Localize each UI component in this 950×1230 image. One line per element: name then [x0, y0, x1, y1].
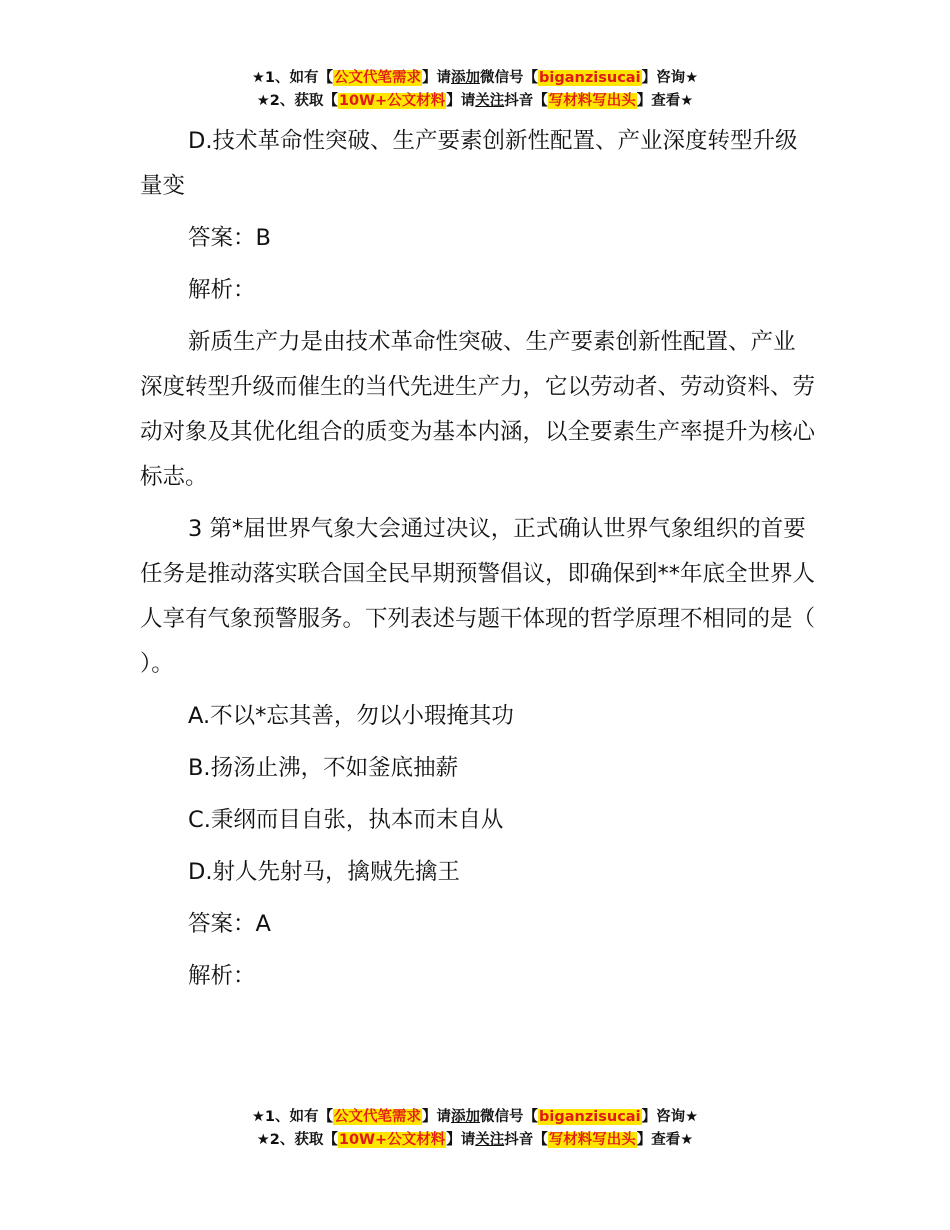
document-body: [140, 119, 815, 1006]
banner-text: 】请: [422, 70, 452, 86]
underlined-text: 添加: [451, 1109, 481, 1125]
banner-text: 抖音【: [504, 93, 548, 109]
analysis-paragraph: 新质生产力是由技术革命性突破、生产要素创新性配置、产业深度转型升级而催生的当代先进生产力，它以劳动者、劳动资料、劳动对象及其优化组合的质变为基本内涵，以全要素生产率提升为核心标志。: [140, 329, 816, 490]
banner-text: ★2、获取【: [256, 93, 338, 109]
banner-text: 】查看★: [636, 1132, 694, 1148]
highlight-wechat-id: biganzisucai: [539, 70, 641, 86]
analysis-label: 解析：: [188, 963, 256, 989]
option-b: B.扬汤止沸，不如釜底抽薪: [188, 755, 459, 781]
footer-line-1: [0, 1106, 950, 1129]
highlight-service: 公文代笔需求: [334, 1109, 422, 1125]
option-c: C.秉纲而目自张，执本而末自从: [188, 807, 504, 833]
banner-text: ★1、如有【: [251, 1109, 334, 1125]
banner-text: 】咨询★: [641, 70, 699, 86]
highlight-douyin: 写材料写出头: [548, 93, 636, 109]
answer: 答案：A: [188, 911, 271, 937]
underlined-text: 关注: [475, 93, 505, 109]
highlight-wechat-id: biganzisucai: [539, 1109, 641, 1125]
header-banner: [0, 67, 950, 113]
footer-banner: [0, 1106, 950, 1152]
highlight-materials: 10W+公文材料: [338, 1132, 446, 1148]
footer-line-2: [0, 1129, 950, 1152]
banner-text: 】查看★: [636, 93, 694, 109]
question-3: 3 第*届世界气象大会通过决议，正式确认世界气象组织的首要任务是推动落实联合国全民早期预警倡议，即确保到**年底全世界人人享有气象预警服务。下列表述与题干体现的哲学原理不相同的是（ ）。: [140, 516, 816, 677]
highlight-service: 公文代笔需求: [334, 70, 422, 86]
underlined-text: 添加: [451, 70, 481, 86]
banner-text: 】咨询★: [641, 1109, 699, 1125]
banner-text: 微信号【: [480, 70, 539, 86]
banner-text: 微信号【: [480, 1109, 539, 1125]
underlined-text: 关注: [475, 1132, 505, 1148]
option-a: A.不以*忘其善，勿以小瑕掩其功: [188, 703, 514, 729]
header-line-2: [0, 90, 950, 113]
banner-text: ★2、获取【: [256, 1132, 338, 1148]
banner-text: 】请: [422, 1109, 452, 1125]
banner-text: 】请: [446, 93, 476, 109]
analysis-label-previous: 解析：: [188, 277, 256, 303]
banner-text: 】请: [446, 1132, 476, 1148]
header-line-1: [0, 67, 950, 90]
banner-text: ★1、如有【: [251, 70, 334, 86]
option-d: D.射人先射马，擒贼先擒王: [188, 859, 460, 885]
answer-previous: 答案：B: [188, 225, 271, 251]
banner-text: 抖音【: [504, 1132, 548, 1148]
highlight-douyin: 写材料写出头: [548, 1132, 636, 1148]
option-d-previous: D.技术革命性突破、生产要素创新性配置、产业深度转型升级量变: [140, 128, 798, 199]
highlight-materials: 10W+公文材料: [338, 93, 446, 109]
